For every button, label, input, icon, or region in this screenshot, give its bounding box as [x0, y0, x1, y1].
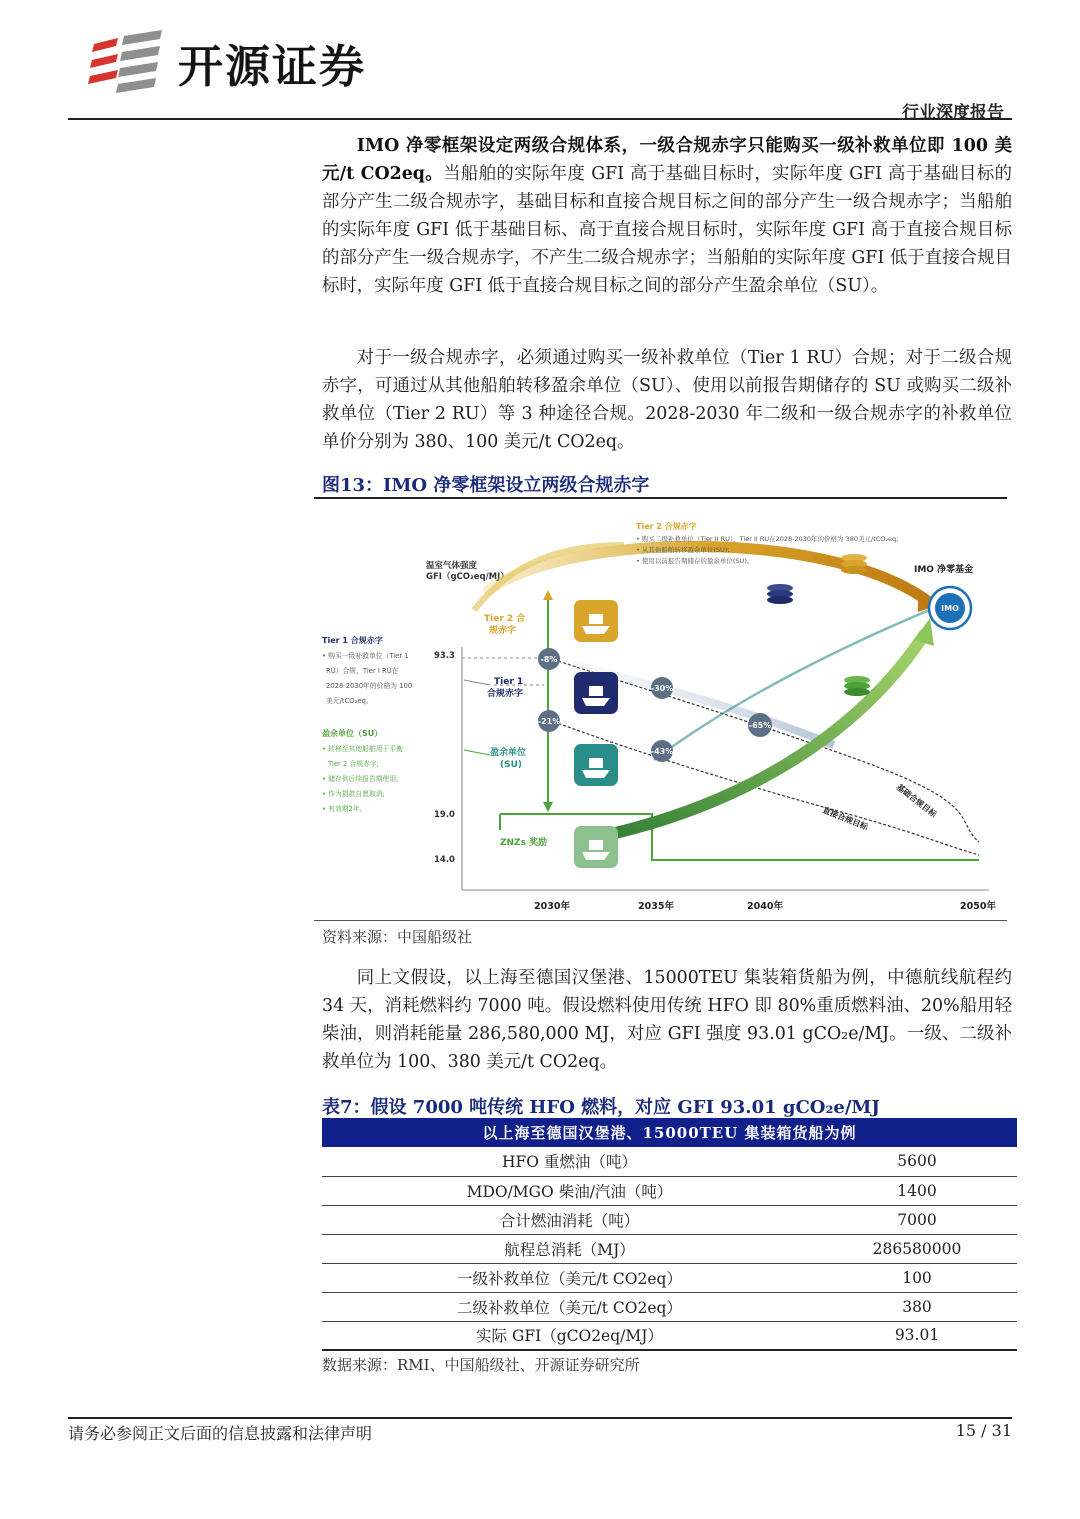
figure-top-rule: [314, 497, 1007, 499]
y-axis-label-2: GFI（gCO₂eq/MJ）: [426, 572, 509, 582]
brand-mark-icon: [88, 30, 166, 96]
row-label: 二级补救单位（美元/t CO2eq）: [322, 1292, 817, 1321]
compliance-diagram: [314, 500, 1007, 918]
pct-node: [651, 677, 673, 699]
direct-target-label: 直接合规目标: [821, 805, 870, 832]
row-value: 7000: [817, 1205, 1017, 1234]
paragraph-2: 对于一级合规赤字，必须通过购买一级补救单位（Tier 1 RU）合规；对于二级合规赤字，可通过从其他船舶转移盈余单位（SU）、使用以前报告期储存的 SU 或购买二级补救单位（Tier 2 RU）等 3 种途径合规。2028-2030 年二级和一级合规赤字的补救单位单价分别为 380、100 美元/t CO2eq。: [322, 348, 1012, 452]
row-label: 一级补救单位（美元/t CO2eq）: [322, 1263, 817, 1292]
pct-node-label: -30%: [650, 684, 674, 693]
tier2-note-line: • 使用以前报告期储存的盈余单位(SU)。: [636, 557, 754, 565]
su-note-line: Tier 2 合规赤字;: [328, 760, 379, 768]
ship-icon-tier2: [574, 600, 618, 642]
coin-stack-icon: [767, 584, 793, 604]
row-label: 航程总消耗（MJ）: [322, 1234, 817, 1263]
su-note-title: 盈余单位（SU）: [322, 729, 383, 738]
row-label: MDO/MGO 柴油/汽油（吨）: [322, 1176, 817, 1205]
row-value: 100: [817, 1263, 1017, 1292]
x-tick-label: 2035年: [638, 901, 674, 912]
row-value: 286580000: [817, 1234, 1017, 1263]
brand-logo: [88, 30, 418, 100]
pct-node-label: -8%: [540, 655, 558, 664]
row-value: 1400: [817, 1176, 1017, 1205]
fuel-assumption-table: [322, 1118, 1017, 1351]
figure-bottom-rule: [314, 920, 1007, 921]
table-row: [322, 1234, 1017, 1263]
tier1-note-line: RU）合规，Tier I RU在: [326, 667, 399, 675]
row-label: 实际 GFI（gCO2eq/MJ）: [322, 1321, 817, 1350]
table-row: [322, 1176, 1017, 1205]
header-divider: [68, 118, 1012, 120]
paragraph-1: [322, 132, 1012, 300]
down-arrowhead: [543, 802, 553, 812]
row-label: HFO 重燃油（吨）: [322, 1147, 817, 1176]
tier2-note-title: Tier 2 合规赤字: [636, 522, 697, 531]
report-type: 行业深度报告: [902, 103, 1004, 123]
footer-divider: [68, 1417, 1012, 1419]
su-note-line: • 转移至其他船舶用于平衡: [322, 745, 403, 753]
footer-disclaimer: 请务必参阅正文后面的信息披露和法律声明: [68, 1424, 373, 1443]
su-flow-arrow: [584, 635, 924, 840]
row-value: 93.01: [817, 1321, 1017, 1350]
su-note-line: • 有效期2年。: [322, 805, 367, 813]
y-tick-label: 19.0: [434, 810, 455, 820]
pct-node: [538, 710, 560, 732]
y-axis-label-1: 温室气体强度: [426, 561, 478, 571]
band-tier1-label-2: 合规赤字: [487, 689, 524, 699]
pct-node: [538, 648, 560, 670]
table-row: [322, 1147, 1017, 1176]
pct-node-label: -21%: [537, 717, 561, 726]
table-source: 数据来源：RMI、中国船级社、开源证券研究所: [322, 1356, 640, 1374]
pct-node: [748, 713, 772, 737]
tier1-note-line: • 购买一级补救单位（Tier 1: [322, 652, 409, 660]
table-header: 以上海至德国汉堡港、15000TEU 集装箱货船为例: [322, 1118, 1017, 1147]
pointer-arrow: [464, 750, 490, 755]
coin-stack-icon: [841, 554, 867, 574]
paragraph-1-lead: IMO 净零框架设定两级合规体系，一级合规赤字只能购买一级补救单位即 100 美元/t CO2eq。: [322, 136, 1012, 184]
tier1-note-title: Tier 1 合规赤字: [322, 636, 383, 645]
imo-fund-logo: [929, 587, 971, 629]
imo-logo-text: IMO: [941, 604, 959, 613]
base-target-label: 基础合规目标: [894, 782, 939, 820]
x-tick-label: 2040年: [747, 901, 783, 912]
y-tick-label: 93.3: [434, 651, 455, 661]
table-row: [322, 1292, 1017, 1321]
coin-stack-icon: [844, 676, 870, 696]
tier2-note-line: • 从其他船舶转移盈余单位(SU);: [636, 546, 730, 554]
table-title: 表7：假设 7000 吨传统 HFO 燃料，对应 GFI 93.01 gCO₂e/MJ: [322, 1097, 880, 1118]
figure-source: 资料来源：中国船级社: [322, 928, 473, 946]
row-value: 5600: [817, 1147, 1017, 1176]
figure-title: 图13：IMO 净零框架设立两级合规赤字: [322, 475, 650, 496]
pct-node-label: -65%: [748, 721, 772, 730]
fund-label: IMO 净零基金: [914, 565, 974, 575]
brand-name: 开源证券: [178, 40, 367, 93]
x-tick-label: 2030年: [534, 901, 570, 912]
band-znz-label: ZNZs 奖励: [500, 838, 548, 848]
ship-icon-znz: [574, 826, 618, 868]
band-tier2-label-2: 规赤字: [489, 626, 517, 636]
su-note-line: • 作为捐款自愿取消;: [322, 790, 385, 798]
pointer-arrow: [464, 680, 490, 685]
ship-icon-tier1: [574, 672, 618, 714]
row-value: 380: [817, 1292, 1017, 1321]
y-tick-label: 14.0: [434, 855, 455, 865]
pct-node-label: -43%: [650, 747, 674, 756]
table-header-row: [322, 1118, 1017, 1147]
up-arrowhead: [543, 590, 553, 600]
band-tier2-label: Tier 2 合: [484, 614, 526, 624]
table-row: [322, 1321, 1017, 1350]
znz-threshold-line: [500, 814, 979, 860]
su-note-line: • 储存供后续报告期使用;: [322, 775, 399, 783]
table-row: [322, 1263, 1017, 1292]
tier2-note-line: • 购买二级补救单位（Tier II RU），Tier II RU在2028-2030年的价格为 380美元/tCO₂eq;: [636, 535, 899, 543]
tier1-note-line: 2028-2030年的价格为 100: [326, 682, 413, 690]
x-tick-label: 2050年: [960, 901, 996, 912]
tier1-note-line: 美元/tCO₂eq。: [326, 697, 373, 705]
page-number: 15 / 31: [955, 1421, 1012, 1440]
paragraph-1-body: 当船舶的实际年度 GFI 高于基础目标时，实际年度 GFI 高于基础目标的部分产生二级合规赤字，基础目标和直接合规目标之间的部分产生一级合规赤字；当船舶的实际年度 GFI 低于基础目标、高于直接合规目标时，实际年度 GFI 高于直接合规目标的部分产生一级合规赤字，不产生二级合规赤字；当船舶的实际年度 GFI 低于直接合规目标时，实际年度 GFI 低于直接合规目标之间的部分产生盈余单位（SU）。: [322, 164, 1012, 296]
band-su-label-2: (SU): [500, 760, 523, 770]
row-label: 合计燃油消耗（吨）: [322, 1205, 817, 1234]
band-su-label: 盈余单位: [490, 748, 527, 758]
ship-icon-su: [574, 744, 618, 786]
paragraph-3: 同上文假设，以上海至德国汉堡港、15000TEU 集装箱货船为例，中德航线航程约 34 天，消耗燃料约 7000 吨。假设燃料使用传统 HFO 即 80%重质燃料油、20%船用轻柴油，则消耗能量 286,580,000 MJ，对应 GFI 强度 93.01 gCO₂e/MJ。一级、二级补救单位为 100、380 美元/t CO2eq。: [322, 968, 1012, 1072]
table-row: [322, 1205, 1017, 1234]
band-tier1-label: Tier 1: [494, 677, 524, 687]
